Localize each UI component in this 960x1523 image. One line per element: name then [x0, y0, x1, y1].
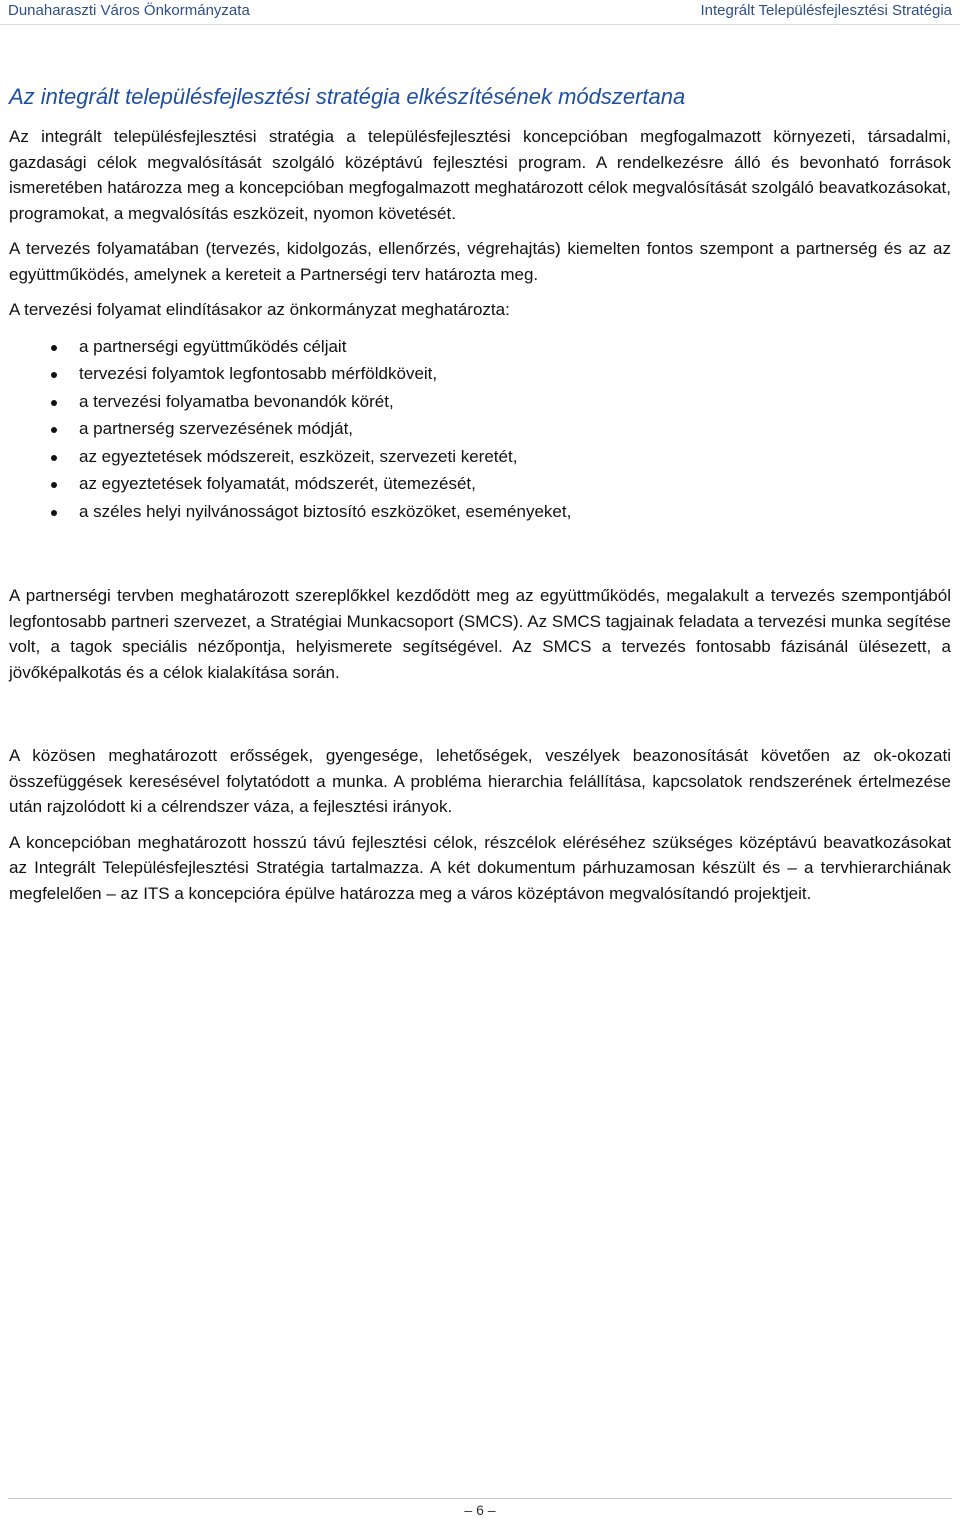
header-document-title: Integrált Településfejlesztési Stratégia — [700, 2, 952, 19]
paragraph-swot: A közösen meghatározott erősségek, gyengesége, lehetőségek, veszélyek beazonosítását követően az ok-okozati összefüggések keresésével folytatódott a munka. A probléma hierarchia felállítása, kapcsolatok rendszerének értelmezése után rajzolódott ki a célrendszer váza, a fejlesztési irányok. — [9, 746, 951, 816]
paragraph-intro-definition: Az integrált településfejlesztési stratégia a településfejlesztési koncepcióban megfogalmazott környezeti, társadalmi, gazdasági célok megvalósítását szolgáló középtávú fejlesztési program. — [9, 127, 951, 172]
planning-items-list — [9, 333, 951, 526]
paragraph-intro-resources: A rendelkezésre álló és bevonható források ismeretében határozza meg a koncepcióban megfogalmazott meghatározott célok megvalósítását szolgáló beavatkozásokat, programokat, a megvalósítás eszközeit, nyomon követését. — [9, 152, 951, 223]
list-item — [79, 470, 951, 498]
footer-divider — [8, 1498, 952, 1499]
bullet-icon — [51, 372, 57, 378]
list-item-text: a széles helyi nyilvánosságot biztosító eszközöket, eseményeket, — [79, 501, 572, 521]
list-item — [79, 360, 951, 388]
list-item — [79, 333, 951, 361]
paragraph-smcs: A partnerségi tervben meghatározott szereplőkkel kezdődött meg az együttműködés, megalakult a tervezés szempontjából legfontosabb partneri szervezet, a Stratégiai Munkacsoport (SMCS). Az SMCS tagjainak feladata a tervezési munka segítése volt, a tagok speciális nézőpontja, helyismerete segítségével. Az SMCS a tervezés fontosabb fázisánál ülésezett, a jövőképalkotás és a célok kialakítása során. — [9, 586, 951, 682]
paragraph-list-intro: A tervezési folyamat elindításakor az önkormányzat meghatározta: — [9, 300, 510, 319]
list-item — [79, 388, 951, 416]
list-item-text: a tervezési folyamatba bevonandók körét, — [79, 391, 394, 411]
header-organization: Dunaharaszti Város Önkormányzata — [8, 2, 250, 19]
bullet-icon — [51, 400, 57, 406]
bullet-icon — [51, 427, 57, 433]
paragraph-intro — [9, 124, 951, 226]
list-item-text: a partnerség szervezésének módját, — [79, 419, 354, 438]
page-number: – 6 – — [464, 1502, 496, 1518]
list-item — [79, 415, 951, 443]
document-body — [9, 80, 951, 916]
section-title: Az integrált településfejlesztési stratégia elkészítésének módszertana — [9, 84, 686, 109]
spacer — [9, 695, 951, 743]
bullet-icon — [51, 455, 57, 461]
list-item — [79, 443, 951, 471]
list-item-text: a partnerségi együttműködés céljait — [79, 336, 347, 356]
list-item-text: tervezési folyamtok legfontosabb mérföldköveit, — [79, 364, 438, 383]
page-header — [0, 0, 960, 25]
list-item-text: az egyeztetések folyamatát, módszerét, ütemezését, — [79, 474, 476, 493]
list-item — [79, 498, 951, 526]
paragraph-partnership: A tervezés folyamatában (tervezés, kidolgozás, ellenőrzés, végrehajtás) kiemelten fontos szempont a partnerség és az az együttműködés, amelynek a kereteit a Partnerségi terv határozta meg. — [9, 239, 951, 284]
spacer — [9, 525, 951, 583]
bullet-icon — [51, 345, 57, 351]
bullet-icon — [51, 482, 57, 488]
bullet-icon — [51, 510, 57, 516]
paragraph-conclusion: A koncepcióban meghatározott hosszú távú fejlesztési célok, részcélok eléréséhez szükséges középtávú beavatkozásokat az Integrált Településfejlesztési Stratégia tartalmazza. A két dokumentum párhuzamosan készült és – a tervhierarchiának megfelelően – az ITS a koncepcióra épülve határozza meg a város középtávon megvalósítandó projektjeit. — [9, 832, 951, 903]
list-item-text: az egyeztetések módszereit, eszközeit, szervezeti keretét, — [79, 446, 518, 466]
